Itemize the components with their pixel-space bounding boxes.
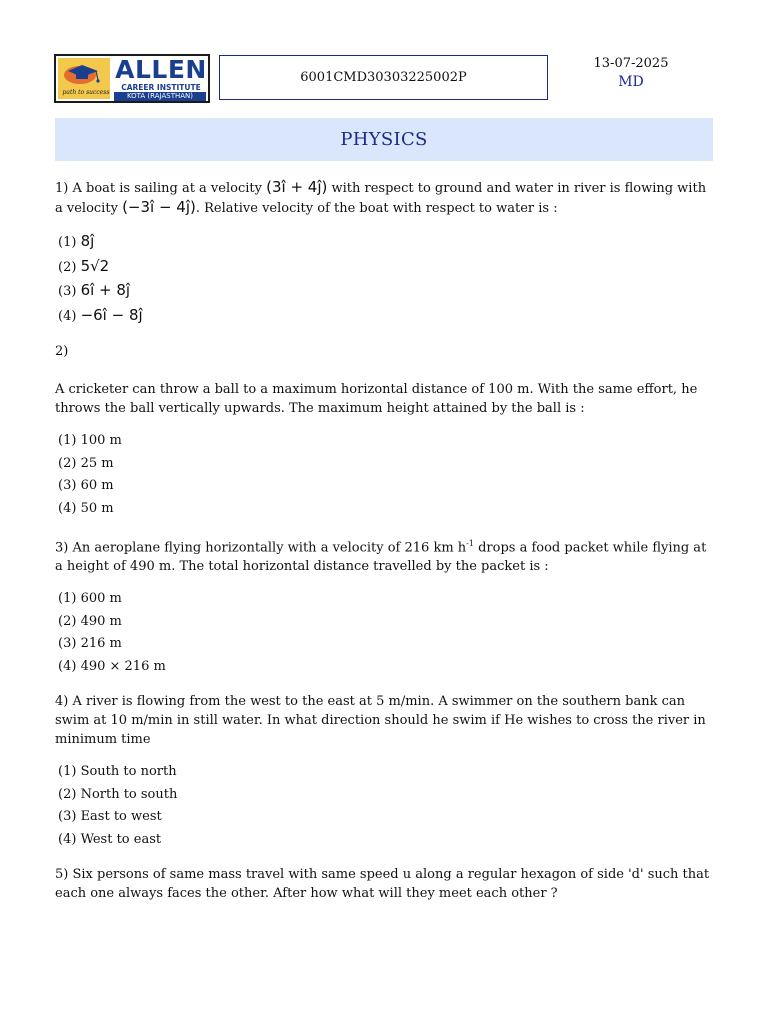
option-value: 490 × 216 m (80, 658, 166, 674)
option-1[interactable] (58, 430, 715, 453)
option-2[interactable] (58, 611, 715, 634)
option-value: 25 m (80, 455, 114, 471)
question-text-part: A river is flowing from the west to the east at 5 m/min. A swimmer on the southern bank can swim at 10 m/min in still water. In what direction should he swim if He wishes to cross the river in minimum time (55, 694, 706, 748)
option-label: (1) (58, 764, 77, 780)
question-text (55, 178, 715, 218)
option-4[interactable] (58, 656, 715, 679)
question-text-part: with respect to ground and water in river is flowing with a velocity (55, 181, 707, 216)
option-label: (4) (58, 500, 77, 516)
question-text-part: A boat is sailing at a velocity (72, 181, 262, 196)
option-value: 6î + 8ĵ (80, 281, 131, 299)
option-4[interactable] (58, 498, 715, 521)
option-label: (4) (58, 831, 77, 847)
options-list (58, 588, 715, 678)
option-4[interactable] (58, 304, 715, 329)
option-label: (2) (58, 259, 77, 275)
vector-expression: (3î + 4ĵ) (266, 178, 328, 196)
logo-brand: ALLEN (115, 55, 207, 84)
option-label: (3) (58, 636, 77, 652)
option-label: (1) (58, 433, 77, 448)
option-label: (2) (58, 786, 77, 802)
options-list (58, 430, 715, 520)
question-number: 5) (55, 867, 69, 883)
option-label: (1) (58, 591, 77, 607)
stream-label: MD (618, 74, 644, 90)
option-value: West to east (80, 831, 162, 847)
option-value: −6î − 8ĵ (80, 305, 143, 324)
option-label: (3) (58, 809, 77, 825)
option-label: (4) (58, 658, 77, 674)
option-3[interactable] (58, 475, 715, 498)
option-label: (2) (58, 613, 77, 629)
option-value: 600 m (80, 591, 122, 607)
question-4 (55, 692, 715, 851)
option-value: 490 m (80, 613, 122, 629)
question-text: A cricketer can throw a ball to a maximum horizontal distance of 100 m. With the same effort, he throws the ball vertically upwards. The maximum height attained by the ball is : (55, 382, 698, 416)
allen-logo (54, 54, 210, 103)
option-1[interactable] (58, 588, 715, 611)
paper-code-box (219, 55, 548, 100)
exam-date: 13-07-2025 (593, 56, 669, 71)
question-text-part: An aeroplane flying horizontally with a velocity of 216 km h (72, 540, 467, 556)
question-text (55, 865, 715, 903)
option-value: 100 m (80, 433, 122, 448)
superscript: -1 (466, 539, 474, 548)
option-value: 5√2 (80, 256, 110, 275)
option-value: 50 m (80, 500, 114, 516)
option-label: (1) (58, 235, 77, 250)
option-2[interactable] (58, 453, 715, 476)
question-1 (55, 178, 715, 328)
option-value: South to north (80, 764, 177, 780)
logo-subtitle: CAREER INSTITUTE (121, 83, 201, 92)
option-4[interactable] (58, 829, 715, 852)
option-label: (2) (58, 455, 77, 471)
section-title-bar (55, 118, 713, 161)
option-label: (3) (58, 478, 77, 493)
question-text-part: . Relative velocity of the boat with respect to water is : (195, 201, 558, 216)
option-3[interactable] (58, 633, 715, 656)
option-2[interactable] (58, 255, 715, 280)
question-3 (55, 534, 715, 678)
question-list (55, 178, 715, 903)
option-1[interactable] (58, 761, 715, 784)
option-2[interactable] (58, 784, 715, 807)
question-number: 1) (55, 181, 69, 196)
vector-expression: (−3î − 4ĵ) (122, 198, 196, 216)
logo-location: KOTA (RAJASTHAN) (114, 92, 206, 101)
question-5 (55, 865, 715, 903)
option-value: 8ĵ (80, 232, 95, 250)
question-text-part: drops a food packet while flying at a height of 490 m. The total horizontal distance travelled by the packet is : (55, 540, 707, 575)
option-value: 216 m (80, 636, 122, 652)
question-text-part: Six persons of same mass travel with same speed u along a regular hexagon of side 'd' such that each one always faces the other. After how what will they meet each other ? (55, 867, 710, 902)
option-3[interactable] (58, 806, 715, 829)
option-label: (3) (58, 284, 77, 299)
question-number: 4) (55, 694, 69, 710)
option-value: 60 m (80, 478, 114, 493)
page-header (0, 0, 768, 110)
question-text (55, 534, 715, 576)
option-label: (4) (58, 308, 77, 324)
options-list (58, 761, 715, 851)
option-value: East to west (80, 809, 162, 825)
paper-code: 6001CMD30303225002P (300, 70, 467, 85)
question-text (55, 692, 715, 749)
option-value: North to south (80, 786, 178, 802)
logo-emblem (58, 58, 110, 99)
option-1[interactable] (58, 230, 715, 255)
question-number: 3) (55, 540, 69, 556)
question-2 (55, 342, 715, 520)
logo-tagline: path to success (62, 89, 110, 96)
section-title: PHYSICS (340, 129, 428, 150)
option-3[interactable] (58, 279, 715, 304)
question-number: 2) (55, 344, 69, 359)
options-list (58, 230, 715, 328)
